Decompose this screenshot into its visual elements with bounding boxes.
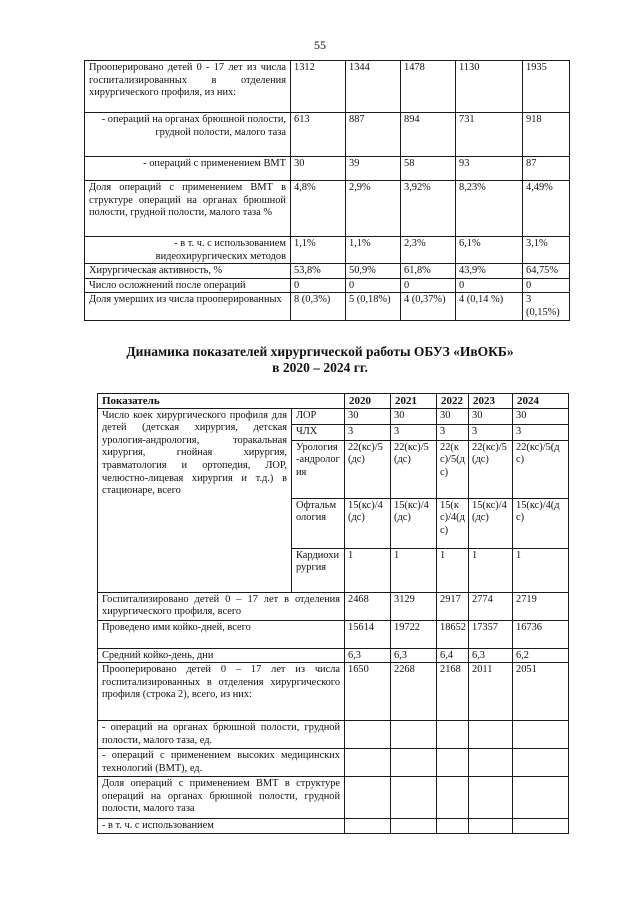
value-cell <box>345 819 391 834</box>
value-cell: 1,1% <box>291 237 346 264</box>
value-cell: 61,8% <box>401 264 456 279</box>
value-cell: 3 <box>345 424 391 440</box>
value-cell <box>437 819 469 834</box>
value-cell: 3 <box>513 424 569 440</box>
value-cell: 894 <box>401 113 456 157</box>
value-cell: 1344 <box>346 61 401 113</box>
value-cell: 2268 <box>391 663 437 721</box>
table-row <box>85 264 570 279</box>
value-cell: 1312 <box>291 61 346 113</box>
bed-specialty: Офтальмология <box>292 498 345 548</box>
value-cell <box>345 749 391 777</box>
row-label: Средний койко-день, дни <box>98 648 345 663</box>
table-row <box>98 721 569 749</box>
value-cell: 22(кс)/5(дс) <box>513 440 569 498</box>
value-cell: 1 <box>391 548 437 592</box>
table-row <box>85 113 570 157</box>
row-label: Доля операций с применением ВМТ в структуре операций на органах брюшной полости, грудной полости, малого таза % <box>85 181 291 237</box>
value-cell <box>437 777 469 819</box>
value-cell: 30 <box>469 408 513 424</box>
value-cell: 2917 <box>437 592 469 620</box>
value-cell: 1 <box>437 548 469 592</box>
value-cell <box>513 749 569 777</box>
value-cell: 3129 <box>391 592 437 620</box>
value-cell: 64,75% <box>523 264 570 279</box>
table-row <box>85 237 570 264</box>
row-label: Доля операций с применением ВМТ в структуре операций на органах брюшной полости, грудной полости, малого таза <box>98 777 345 819</box>
value-cell: 58 <box>401 157 456 181</box>
value-cell: 613 <box>291 113 346 157</box>
page-number: 55 <box>314 38 326 52</box>
value-cell: 30 <box>437 408 469 424</box>
row-label: Доля умерших из числа прооперированных <box>85 293 291 320</box>
value-cell: 6,1% <box>456 237 523 264</box>
value-cell: 8 (0,3%) <box>291 293 346 320</box>
value-cell: 93 <box>456 157 523 181</box>
row-label: Прооперировано детей 0 – 17 лет из числа госпитализированных в отделения хирургического профиля (строка 2), всего, из них: <box>98 663 345 721</box>
value-cell: 2,3% <box>401 237 456 264</box>
row-label: Хирургическая активность, % <box>85 264 291 279</box>
surgery-stats-table-continued <box>84 60 570 321</box>
row-label: Число осложнений после операций <box>85 278 291 293</box>
table-row <box>98 749 569 777</box>
table-row <box>98 777 569 819</box>
table-row <box>98 663 569 721</box>
value-cell: 0 <box>346 278 401 293</box>
row-label: - операций на органах брюшной полости, грудной полости, малого таза <box>85 113 291 157</box>
header-year: 2023 <box>469 394 513 409</box>
value-cell <box>345 777 391 819</box>
value-cell: 2,9% <box>346 181 401 237</box>
heading-line-1: Динамика показателей хирургической работы ОБУЗ «ИвОКБ» <box>126 344 514 359</box>
value-cell <box>513 777 569 819</box>
heading-line-2: в 2020 – 2024 гг. <box>272 360 368 375</box>
value-cell: 15(кс)/4(дс) <box>469 498 513 548</box>
value-cell: 1130 <box>456 61 523 113</box>
value-cell: 6,3 <box>345 648 391 663</box>
header-year: 2024 <box>513 394 569 409</box>
surgery-dynamics-table <box>97 393 569 834</box>
value-cell: 1,1% <box>346 237 401 264</box>
header-label: Показатель <box>98 394 345 409</box>
value-cell: 16736 <box>513 620 569 648</box>
value-cell: 1 <box>513 548 569 592</box>
value-cell: 2168 <box>437 663 469 721</box>
value-cell: 0 <box>456 278 523 293</box>
value-cell: 53,8% <box>291 264 346 279</box>
header-year: 2020 <box>345 394 391 409</box>
value-cell: 1650 <box>345 663 391 721</box>
table-row <box>98 648 569 663</box>
value-cell: 4 (0,37%) <box>401 293 456 320</box>
table-row <box>98 620 569 648</box>
value-cell: 19722 <box>391 620 437 648</box>
value-cell: 39 <box>346 157 401 181</box>
value-cell: 2719 <box>513 592 569 620</box>
value-cell: 6,4 <box>437 648 469 663</box>
value-cell <box>469 777 513 819</box>
row-label: Прооперировано детей 0 - 17 лет из числа госпитализированных в отделения хирургического профиля, из них: <box>85 61 291 113</box>
value-cell: 731 <box>456 113 523 157</box>
header-year: 2021 <box>391 394 437 409</box>
value-cell: 30 <box>391 408 437 424</box>
value-cell <box>391 777 437 819</box>
value-cell: 3,92% <box>401 181 456 237</box>
bed-specialty: ЛОР <box>292 408 345 424</box>
value-cell: 2774 <box>469 592 513 620</box>
row-label: - операций с применением высоких медицинских технологий (ВМТ), ед. <box>98 749 345 777</box>
table-row <box>98 819 569 834</box>
bed-specialty: Урология-андрология <box>292 440 345 498</box>
value-cell <box>437 749 469 777</box>
value-cell: 2468 <box>345 592 391 620</box>
value-cell: 2011 <box>469 663 513 721</box>
value-cell: 1 <box>469 548 513 592</box>
value-cell: 17357 <box>469 620 513 648</box>
value-cell: 30 <box>291 157 346 181</box>
row-label: Проведено ими койко-дней, всего <box>98 620 345 648</box>
value-cell: 3 (0,15%) <box>523 293 570 320</box>
value-cell <box>391 749 437 777</box>
value-cell: 15(кс)/4(дс) <box>391 498 437 548</box>
value-cell: 3 <box>437 424 469 440</box>
table-row <box>85 157 570 181</box>
value-cell: 6,3 <box>391 648 437 663</box>
value-cell: 0 <box>523 278 570 293</box>
value-cell: 22(кс)/5(дс) <box>345 440 391 498</box>
value-cell: 50,9% <box>346 264 401 279</box>
table-row <box>85 181 570 237</box>
value-cell: 6,3 <box>469 648 513 663</box>
value-cell <box>345 721 391 749</box>
header-year: 2022 <box>437 394 469 409</box>
value-cell <box>469 819 513 834</box>
value-cell: 0 <box>401 278 456 293</box>
value-cell <box>513 721 569 749</box>
table-row <box>85 278 570 293</box>
value-cell <box>391 819 437 834</box>
value-cell: 15(кс)/4(дс) <box>437 498 469 548</box>
value-cell: 6,2 <box>513 648 569 663</box>
value-cell: 8,23% <box>456 181 523 237</box>
value-cell: 5 (0,18%) <box>346 293 401 320</box>
value-cell: 15614 <box>345 620 391 648</box>
value-cell <box>469 749 513 777</box>
value-cell: 30 <box>513 408 569 424</box>
value-cell <box>513 819 569 834</box>
value-cell: 3 <box>391 424 437 440</box>
bed-specialty: ЧЛХ <box>292 424 345 440</box>
value-cell: 18652 <box>437 620 469 648</box>
value-cell: 1478 <box>401 61 456 113</box>
value-cell: 22(кс)/5(дс) <box>437 440 469 498</box>
value-cell: 0 <box>291 278 346 293</box>
value-cell: 4 (0,14 %) <box>456 293 523 320</box>
value-cell: 1935 <box>523 61 570 113</box>
row-label: - в т. ч. с использованием видеохирургических методов <box>85 237 291 264</box>
value-cell: 3,1% <box>523 237 570 264</box>
row-label: - в т. ч. с использованием <box>98 819 345 834</box>
bed-specialty: Кардиохирургия <box>292 548 345 592</box>
value-cell: 1 <box>345 548 391 592</box>
table-heading <box>0 344 640 376</box>
value-cell: 22(кс)/5(дс) <box>469 440 513 498</box>
table-row <box>85 293 570 320</box>
row-label: - операций с применением ВМТ <box>85 157 291 181</box>
value-cell <box>391 721 437 749</box>
value-cell <box>437 721 469 749</box>
value-cell: 4,8% <box>291 181 346 237</box>
beds-label: Число коек хирургического профиля для детей (детская хирургия, детская урология-андрология, торакальная хирургия, гнойная хирургия, травматология и ортопедия, ЛОР, челюстно-лицевая хирургия и т.д.) в стационаре, всего <box>98 408 292 592</box>
value-cell: 3 <box>469 424 513 440</box>
value-cell: 15(кс)/4(дс) <box>345 498 391 548</box>
value-cell: 4,49% <box>523 181 570 237</box>
value-cell: 43,9% <box>456 264 523 279</box>
value-cell: 918 <box>523 113 570 157</box>
value-cell: 15(кс)/4(дс) <box>513 498 569 548</box>
bed-row <box>98 408 569 424</box>
value-cell <box>469 721 513 749</box>
value-cell: 22(кс)/5(дс) <box>391 440 437 498</box>
value-cell: 30 <box>345 408 391 424</box>
table-header-row <box>98 394 569 409</box>
value-cell: 2051 <box>513 663 569 721</box>
table-row <box>85 61 570 113</box>
row-label: - операций на органах брюшной полости, грудной полости, малого таза, ед. <box>98 721 345 749</box>
row-label: Госпитализировано детей 0 – 17 лет в отделения хирургического профиля, всего <box>98 592 345 620</box>
value-cell: 887 <box>346 113 401 157</box>
value-cell: 87 <box>523 157 570 181</box>
table-row <box>98 592 569 620</box>
